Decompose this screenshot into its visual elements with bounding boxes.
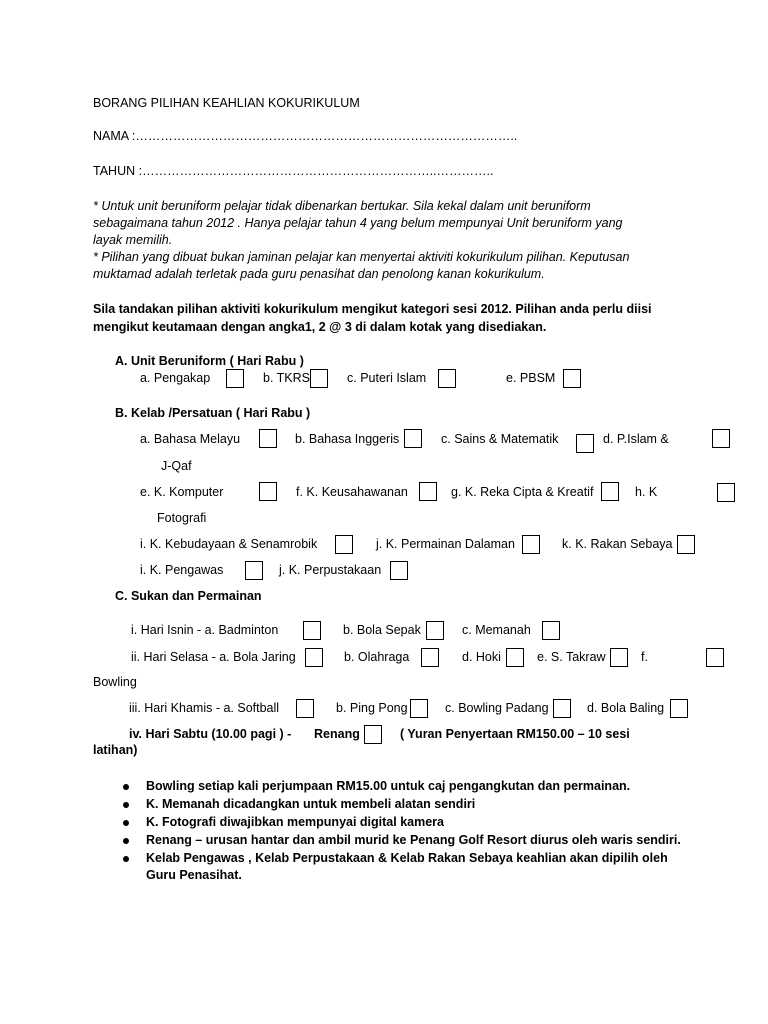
note-line: * Pilihan yang dibuat bukan jaminan pelajar kan menyertai aktiviti kokurikulum pilihan. Keputusan: [93, 250, 630, 264]
choice-box[interactable]: [426, 621, 444, 640]
tahun-field[interactable]: TAHUN :……………………………………………………………..…………..: [93, 164, 494, 178]
option-label: c. Memanah: [462, 623, 531, 637]
option-label: d. Bola Baling: [587, 701, 665, 715]
choice-box[interactable]: [576, 434, 594, 453]
option-label: b. Olahraga: [344, 650, 410, 664]
choice-box[interactable]: [563, 369, 581, 388]
option-label: h. K: [635, 485, 658, 499]
option-label: k. K. Rakan Sebaya: [562, 537, 673, 551]
instruction-line: Sila tandakan pilihan aktiviti kokurikulum mengikut kategori sesi 2012. Pilihan anda perlu diisi: [93, 302, 652, 316]
option-label: e. S. Takraw: [537, 650, 606, 664]
option-label: Renang: [314, 727, 360, 741]
fee-note: latihan): [93, 743, 138, 757]
choice-box[interactable]: [601, 482, 619, 501]
choice-box[interactable]: [390, 561, 408, 580]
option-label: J-Qaf: [161, 459, 192, 473]
choice-box[interactable]: [404, 429, 422, 448]
nama-field[interactable]: NAMA :………………………………………………………………………………..: [93, 129, 518, 143]
bullet-dot: [123, 838, 129, 844]
choice-box[interactable]: [421, 648, 439, 667]
option-label: b. Ping Pong: [336, 701, 408, 715]
option-label: e. PBSM: [506, 371, 556, 385]
option-label: i. Hari Isnin - a. Badminton: [131, 623, 279, 637]
section-b-heading: B. Kelab /Persatuan ( Hari Rabu ): [115, 406, 311, 420]
option-label: a. Bahasa Melayu: [140, 432, 241, 446]
option-label: e. K. Komputer: [140, 485, 224, 499]
option-label: j. K. Permainan Dalaman: [376, 537, 515, 551]
option-label: Fotografi: [157, 511, 207, 525]
choice-box[interactable]: [259, 429, 277, 448]
choice-box[interactable]: [226, 369, 244, 388]
bullet-dot: [123, 820, 129, 826]
option-label: b. Bola Sepak: [343, 623, 421, 637]
option-label: Bowling: [93, 675, 137, 689]
option-label: d. Hoki: [462, 650, 501, 664]
option-label: b. TKRS: [263, 371, 311, 385]
section-a-heading: A. Unit Beruniform ( Hari Rabu ): [115, 354, 304, 368]
option-label: g. K. Reka Cipta & Kreatif: [451, 485, 594, 499]
bullet-dot: [123, 856, 129, 862]
choice-box[interactable]: [438, 369, 456, 388]
option-label: c. Sains & Matematik: [441, 432, 559, 446]
choice-box[interactable]: [717, 483, 735, 502]
choice-box[interactable]: [335, 535, 353, 554]
option-label: j. K. Perpustakaan: [279, 563, 382, 577]
option-label: f. K. Keusahawanan: [296, 485, 408, 499]
option-label: c. Puteri Islam: [347, 371, 427, 385]
choice-box[interactable]: [245, 561, 263, 580]
note-line: sebagaimana tahun 2012 . Hanya pelajar tahun 4 yang belum mempunyai Unit beruniform yang: [93, 216, 623, 230]
note-line: * Untuk unit beruniform pelajar tidak dibenarkan bertukar. Sila kekal dalam unit beruniform: [93, 199, 591, 213]
option-label: iv. Hari Sabtu (10.00 pagi ) -: [129, 727, 292, 741]
choice-box[interactable]: [310, 369, 328, 388]
option-label: iii. Hari Khamis - a. Softball: [129, 701, 280, 715]
form-title: BORANG PILIHAN KEAHLIAN KOKURIKULUM: [93, 96, 360, 110]
bullet-dot: [123, 784, 129, 790]
choice-box[interactable]: [706, 648, 724, 667]
choice-box[interactable]: [410, 699, 428, 718]
option-label: a. Pengakap: [140, 371, 211, 385]
option-label: d. P.Islam &: [603, 432, 669, 446]
choice-box[interactable]: [364, 725, 382, 744]
instruction-line: mengikut keutamaan dengan angka1, 2 @ 3 di dalam kotak yang disediakan.: [93, 320, 547, 334]
choice-box[interactable]: [296, 699, 314, 718]
choice-box[interactable]: [419, 482, 437, 501]
option-label: b. Bahasa Inggeris: [295, 432, 400, 446]
choice-box[interactable]: [610, 648, 628, 667]
choice-box[interactable]: [542, 621, 560, 640]
section-c-heading: C. Sukan dan Permainan: [115, 589, 262, 603]
choice-box[interactable]: [303, 621, 321, 640]
choice-box[interactable]: [677, 535, 695, 554]
option-label: ii. Hari Selasa - a. Bola Jaring: [131, 650, 296, 664]
option-label: f.: [641, 650, 648, 664]
choice-box[interactable]: [305, 648, 323, 667]
choice-box[interactable]: [712, 429, 730, 448]
choice-box[interactable]: [670, 699, 688, 718]
bullet-item: Kelab Pengawas , Kelab Perpustakaan & Kelab Rakan Sebaya keahlian akan dipilih oleh: [146, 851, 668, 865]
fee-note: ( Yuran Penyertaan RM150.00 – 10 sesi: [400, 727, 630, 741]
bullet-item: Guru Penasihat.: [146, 868, 242, 882]
note-line: muktamad adalah terletak pada guru penasihat dan penolong kanan kokurikulum.: [93, 267, 545, 281]
choice-box[interactable]: [506, 648, 524, 667]
choice-box[interactable]: [553, 699, 571, 718]
choice-box[interactable]: [259, 482, 277, 501]
bullet-item: Renang – urusan hantar dan ambil murid ke Penang Golf Resort diurus oleh waris sendiri.: [146, 833, 681, 847]
bullet-item: K. Fotografi diwajibkan mempunyai digital kamera: [146, 815, 444, 829]
bullet-item: K. Memanah dicadangkan untuk membeli alatan sendiri: [146, 797, 476, 811]
note-line: layak memilih.: [93, 233, 173, 247]
option-label: c. Bowling Padang: [445, 701, 549, 715]
choice-box[interactable]: [522, 535, 540, 554]
option-label: i. K. Pengawas: [140, 563, 224, 577]
option-label: i. K. Kebudayaan & Senamrobik: [140, 537, 318, 551]
bullet-item: Bowling setiap kali perjumpaan RM15.00 untuk caj pengangkutan dan permainan.: [146, 779, 631, 793]
bullet-dot: [123, 802, 129, 808]
